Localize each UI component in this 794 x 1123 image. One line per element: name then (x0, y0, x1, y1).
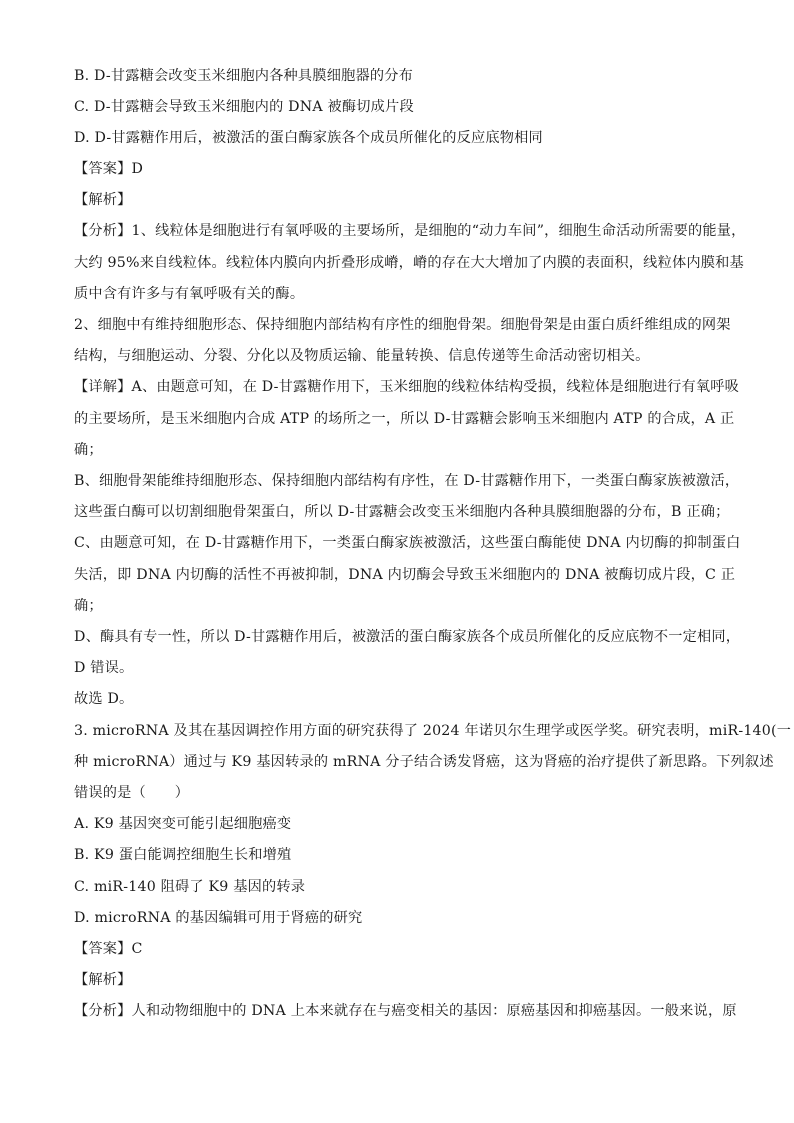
question-3-line-1: 3. microRNA 及其在基因调控作用方面的研究获得了 2024 年诺贝尔生理学或医学奖。研究表明，miR-140(一 (74, 723, 792, 739)
detail-c-line-1: C、由题意可知，在 D-甘露糖作用下，一类蛋白酶家族被激活，这些蛋白酶能使 DNA 内切酶的抑制蛋白 (74, 535, 741, 551)
analysis-paragraph-1-line-3: 质中含有许多与有氧呼吸有关的酶。 (74, 286, 305, 302)
question-3-line-2: 种 microRNA）通过与 K9 基因转录的 mRNA 分子结合诱发肾癌，这为肾癌的治疗提供了新思路。下列叙述 (74, 754, 774, 770)
detail-a-line-1: 【详解】A、由题意可知，在 D-甘露糖作用下，玉米细胞的线粒体结构受损，线粒体是细胞进行有氧呼吸 (74, 379, 740, 395)
q3-analysis-line-1: 【分析】人和动物细胞中的 DNA 上本来就存在与癌变相关的基因：原癌基因和抑癌基因。一般来说，原 (74, 1003, 737, 1019)
q3-option-d: D. microRNA 的基因编辑可用于肾癌的研究 (74, 910, 363, 926)
analysis-heading: 【解析】 (74, 192, 132, 208)
answer-label: 【答案】D (74, 161, 144, 177)
analysis-paragraph-1-line-1: 【分析】1、线粒体是细胞进行有氧呼吸的主要场所，是细胞的“动力车间”，细胞生命活动所需要的能量， (74, 223, 746, 239)
option-c-line: C. D-甘露糖会导致玉米细胞内的 DNA 被酶切成片段 (74, 99, 414, 115)
detail-a-line-2: 的主要场所，是玉米细胞内合成 ATP 的场所之一，所以 D-甘露糖会影响玉米细胞内 ATP 的合成，A 正 (74, 411, 735, 427)
detail-d-line-1: D、酶具有专一性，所以 D-甘露糖作用后，被激活的蛋白酶家族各个成员所催化的反应底物不一定相同， (74, 629, 741, 645)
q3-option-c: C. miR-140 阻碍了 K9 基因的转录 (74, 879, 306, 895)
detail-a-line-3: 确； (74, 442, 103, 458)
detail-b-line-1: B、细胞骨架能维持细胞形态、保持细胞内部结构有序性，在 D-甘露糖作用下，一类蛋白酶家族被激活， (74, 473, 740, 489)
detail-c-line-3: 确； (74, 598, 103, 614)
question-3-line-3: 错误的是（ ） (74, 785, 190, 801)
q3-option-b: B. K9 蛋白能调控细胞生长和增殖 (74, 847, 292, 863)
q3-answer-label: 【答案】C (74, 941, 143, 957)
detail-c-line-2: 失活，即 DNA 内切酶的活性不再被抑制，DNA 内切酶会导致玉米细胞内的 DNA 被酶切成片段，C 正 (74, 567, 736, 583)
conclusion-line: 故选 D。 (74, 691, 134, 707)
option-d-line: D. D-甘露糖作用后，被激活的蛋白酶家族各个成员所催化的反应底物相同 (74, 130, 543, 146)
analysis-paragraph-1-line-2: 大约 95%来自线粒体。线粒体内膜向内折叠形成嵴，嵴的存在大大增加了内膜的表面积，线粒体内膜和基 (74, 255, 744, 271)
q3-analysis-heading: 【解析】 (74, 972, 132, 988)
detail-d-line-2: D 错误。 (74, 660, 134, 676)
option-b-line: B. D-甘露糖会改变玉米细胞内各种具膜细胞器的分布 (74, 68, 414, 84)
analysis-paragraph-2-line-2: 结构，与细胞运动、分裂、分化以及物质运输、能量转换、信息传递等生命活动密切相关。 (74, 348, 650, 364)
q3-option-a: A. K9 基因突变可能引起细胞癌变 (74, 816, 292, 832)
analysis-paragraph-2-line-1: 2、细胞中有维持细胞形态、保持细胞内部结构有序性的细胞骨架。细胞骨架是由蛋白质纤维组成的网架 (74, 317, 731, 333)
detail-b-line-2: 这些蛋白酶可以切割细胞骨架蛋白，所以 D-甘露糖会改变玉米细胞内各种具膜细胞器的分布，B 正确； (74, 504, 730, 520)
